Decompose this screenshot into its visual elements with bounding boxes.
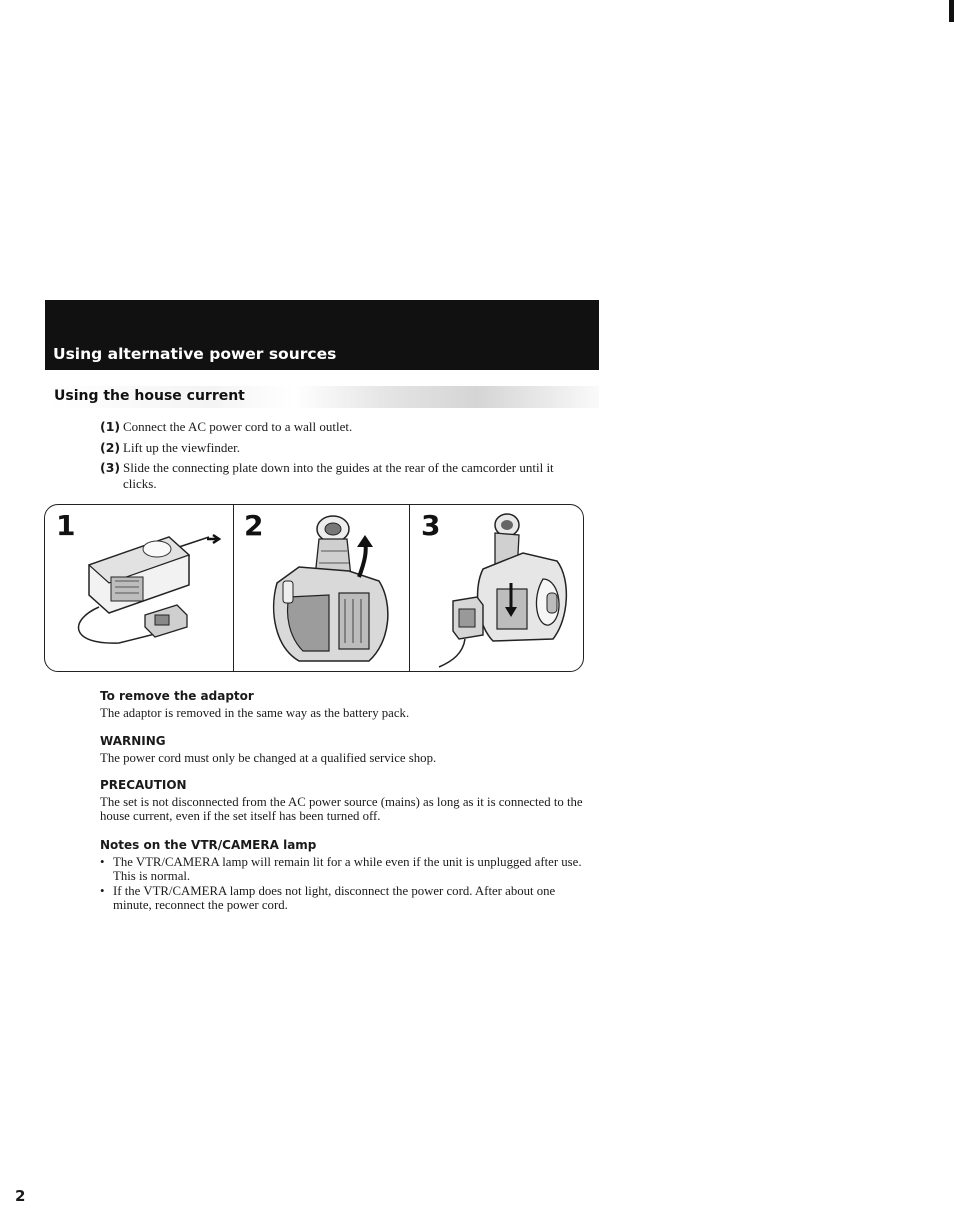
section-title: Using alternative power sources [53,345,337,363]
step-number: (3) [100,460,121,475]
step-item [100,440,580,456]
figure-divider [233,505,234,671]
section-heading: PRECAUTION [100,778,187,792]
page-edge-mark [949,0,954,22]
section-heading: To remove the adaptor [100,689,254,703]
section-body: The set is not disconnected from the AC power source (mains) as long as it is connected to the house current, even if the set itself has been turned off. [100,794,583,823]
step-number: (2) [100,439,121,455]
precaution-section [100,778,590,824]
panel-number: 2 [244,509,264,542]
warning-section [100,734,590,765]
list-item-text: The VTR/CAMERA lamp will remain lit for a while even if the unit is unplugged after use. This is normal. [113,854,582,883]
bullet-icon: • [100,883,105,898]
section-body: The power cord must only be changed at a qualified service shop. [100,750,437,765]
step-item [100,460,580,491]
instruction-steps [100,419,580,496]
step-text: Connect the AC power cord to a wall outlet. [123,419,353,434]
step-text: Slide the connecting plate down into the guides at the rear of the camcorder until it clicks. [123,460,554,491]
notes-section [100,838,590,913]
list-item [100,884,590,913]
step-item [100,419,580,435]
section-header-bar [45,300,599,370]
step-text: Lift up the viewfinder. [123,439,240,455]
panel-number: 1 [56,509,76,542]
list-item [100,855,590,884]
page-number: 2 [15,1187,26,1205]
camcorder-viewfinder-lift-illustration [259,511,405,667]
section-heading: WARNING [100,734,166,748]
instruction-figure [44,504,584,672]
list-item-text: If the VTR/CAMERA lamp does not light, disconnect the power cord. After about one minute, reconnect the power cord. [113,883,556,912]
figure-divider [409,505,410,671]
step-number: (1) [100,419,121,434]
ac-adaptor-battery-illustration [59,515,229,665]
section-heading: Notes on the VTR/CAMERA lamp [100,838,317,852]
camcorder-plate-attach-illustration [433,509,579,669]
panel-number: 3 [421,509,441,542]
subheader-title: Using the house current [54,388,245,404]
bullet-icon: • [100,854,105,869]
section-body: The adaptor is removed in the same way as the battery pack. [100,705,410,720]
remove-adaptor-section [100,689,590,720]
